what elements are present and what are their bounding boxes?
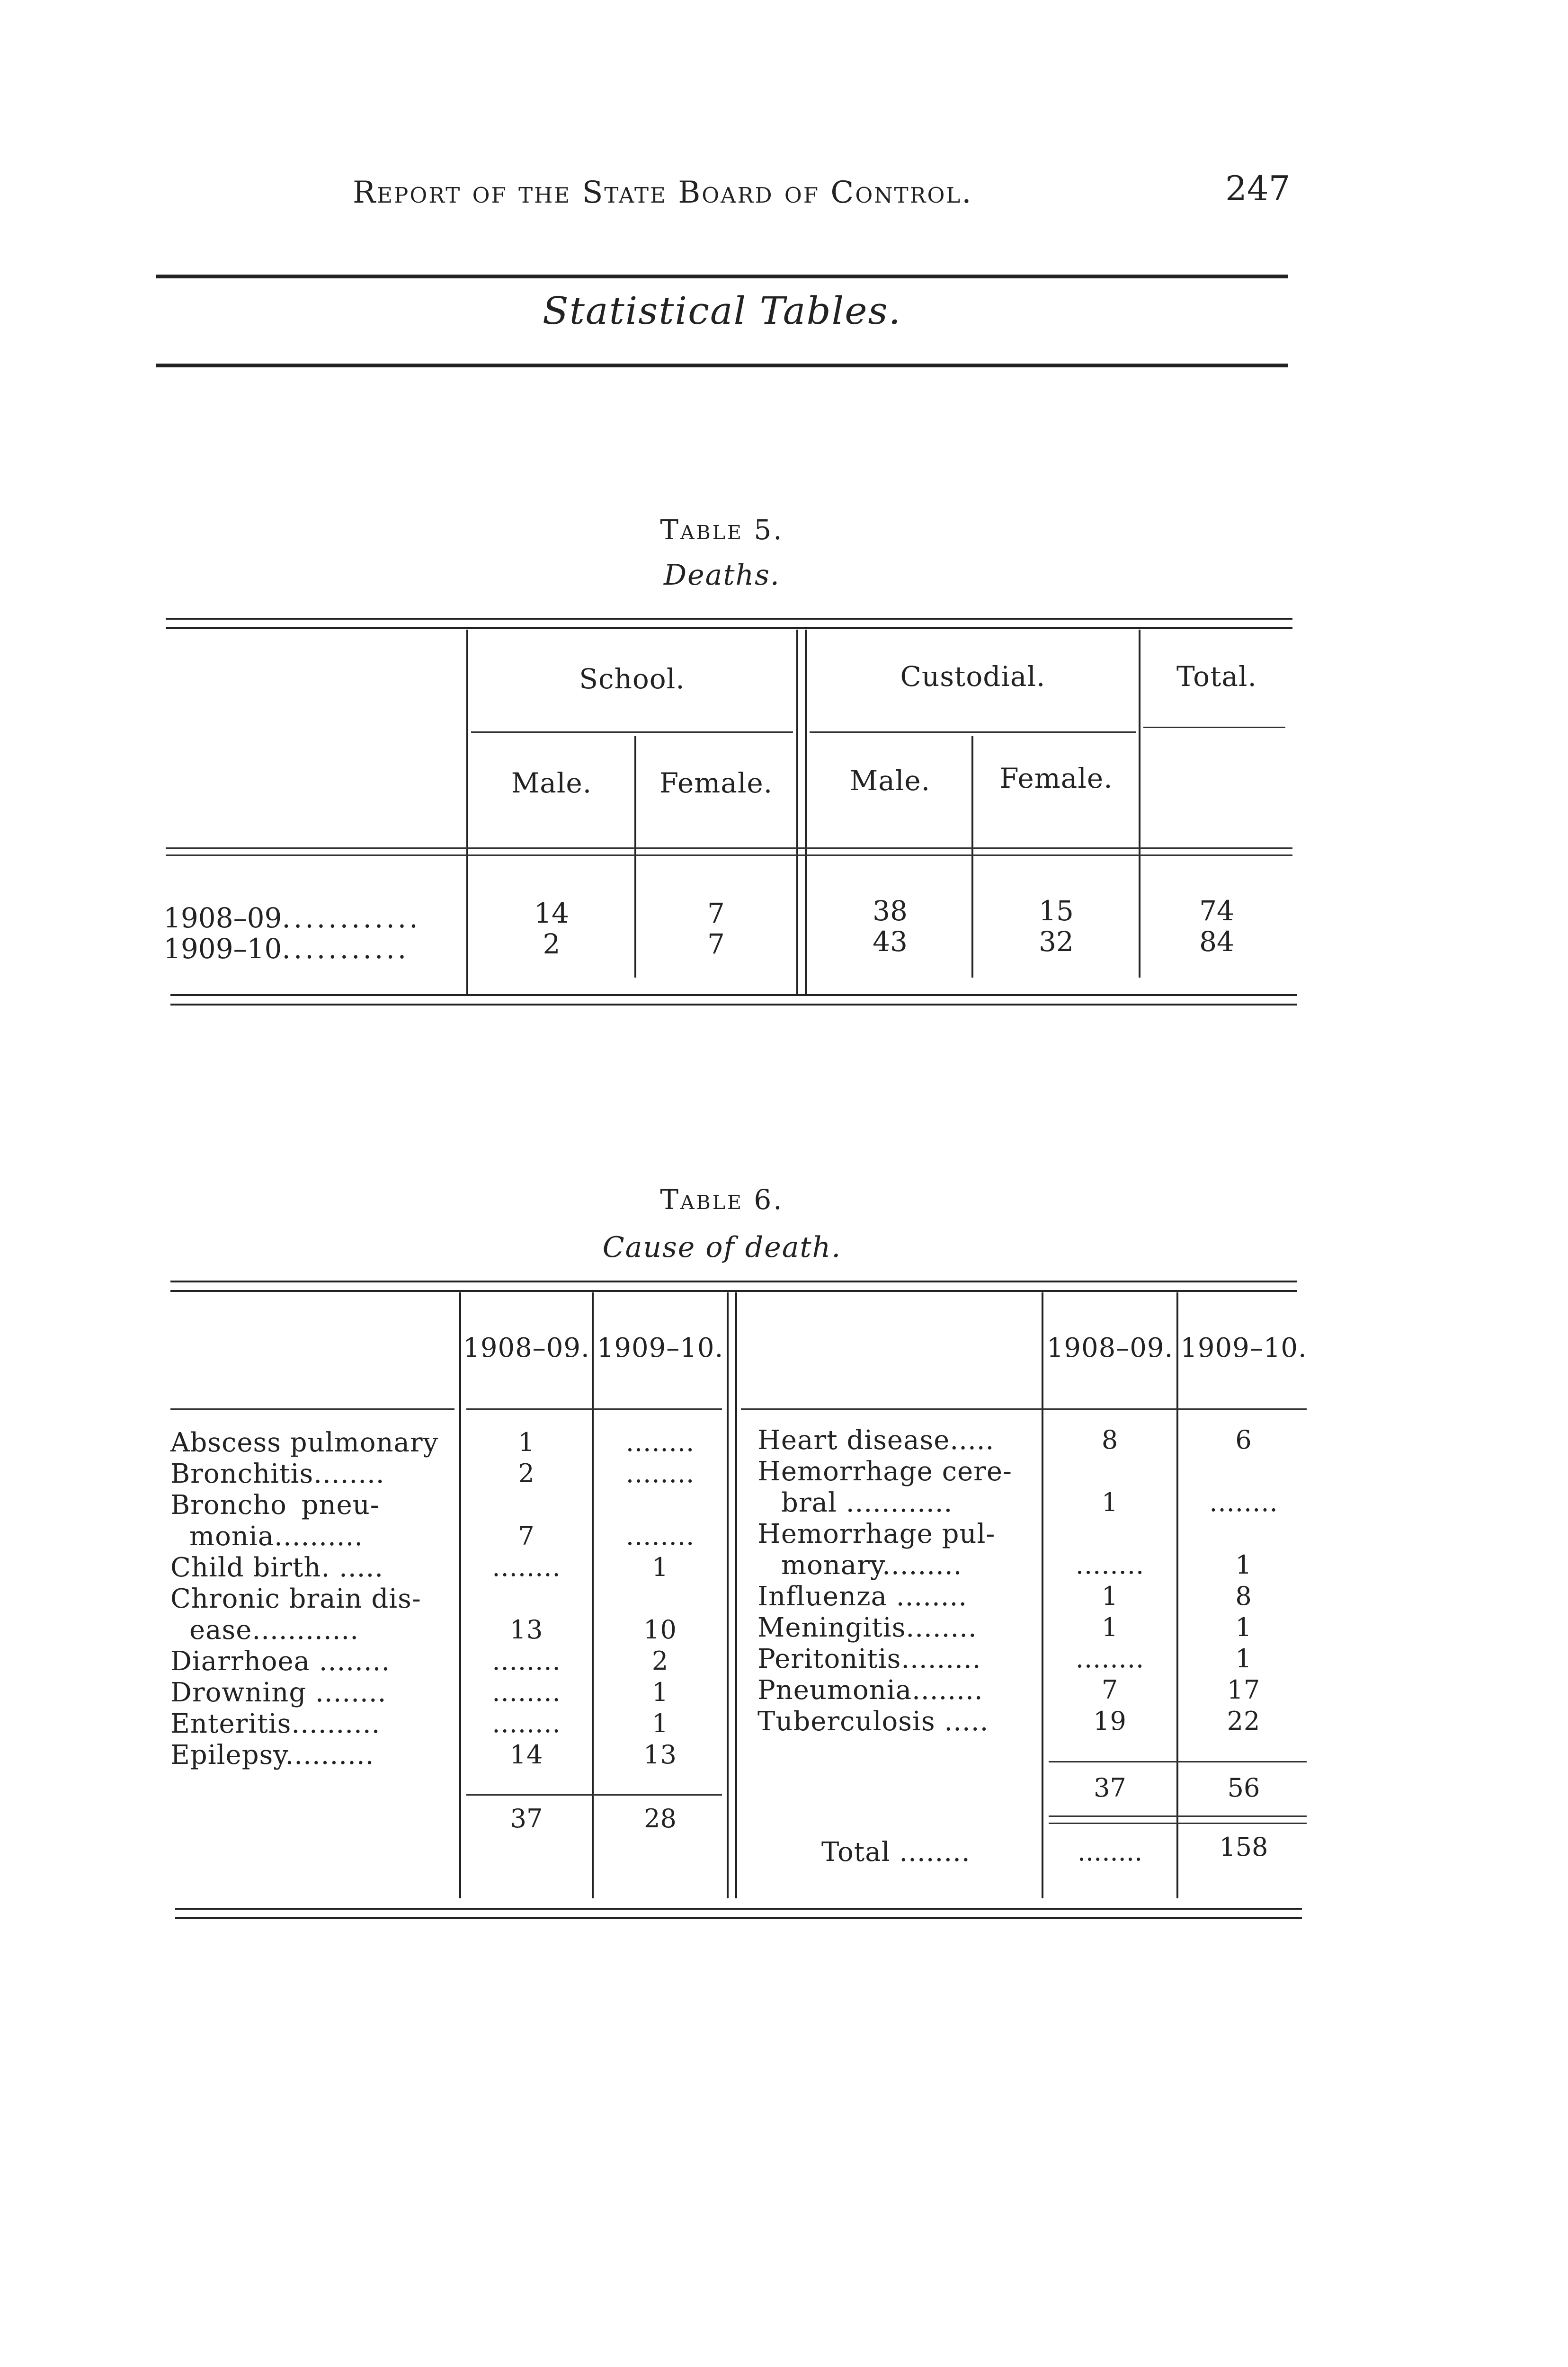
table5-subheader-female: Female. <box>659 767 773 799</box>
table-row <box>163 902 421 934</box>
cause-label: Abscess pulmonary <box>170 1427 439 1458</box>
cause-label: monia.......... <box>189 1521 364 1552</box>
table6-label: Table 6. <box>660 1184 784 1216</box>
table6-rule <box>170 1290 1297 1292</box>
table5-cell: 15 <box>1039 895 1074 927</box>
value-1909: 22 <box>1227 1706 1261 1736</box>
value-1908: 13 <box>509 1615 543 1645</box>
value-1908: 19 <box>1093 1706 1127 1736</box>
cause-label: Meningitis........ <box>757 1612 977 1643</box>
table5-header-custodial: Custodial. <box>900 660 1046 693</box>
value-1909: 1 <box>1235 1644 1252 1673</box>
value-1908: 1 <box>1101 1487 1119 1517</box>
table6-rule <box>175 1917 1302 1919</box>
table6-rule <box>466 1408 722 1410</box>
value-1909: ........ <box>625 1427 695 1457</box>
cause-label: monary......... <box>781 1550 962 1581</box>
cause-label: Influenza ........ <box>757 1581 968 1612</box>
table5-rule <box>471 731 793 733</box>
value-1908: ........ <box>492 1709 561 1738</box>
value-1908: ........ <box>492 1646 561 1676</box>
cause-label: Tuberculosis ..... <box>757 1706 989 1737</box>
table5-vrule <box>805 630 807 994</box>
table5-cell: 32 <box>1039 925 1074 958</box>
cause-label: bral ............ <box>781 1487 953 1518</box>
right-total-1908: 37 <box>1094 1773 1126 1803</box>
value-1909: 8 <box>1235 1581 1252 1611</box>
table6-rule <box>170 1408 454 1410</box>
table5-rule <box>170 1004 1297 1006</box>
table6-subtitle: Cause of death. <box>602 1231 842 1264</box>
cause-label: Broncho pneu- <box>170 1490 380 1521</box>
value-1908: 8 <box>1101 1425 1119 1455</box>
value-1909: ........ <box>625 1521 695 1551</box>
table5-subtitle: Deaths. <box>663 559 780 592</box>
table5-vrule <box>796 630 798 994</box>
table5-rule <box>166 847 1292 849</box>
cause-label: Epilepsy.......... <box>170 1740 374 1771</box>
table5-cell: 74 <box>1199 895 1234 927</box>
value-1909: ........ <box>1209 1487 1278 1517</box>
table5-label: Table 5. <box>660 514 784 546</box>
value-1908: 1 <box>1101 1612 1119 1642</box>
value-1909: 2 <box>651 1646 669 1676</box>
table6-col-header: 1908–09. <box>1046 1333 1174 1363</box>
cause-label: Heart disease..... <box>757 1425 995 1456</box>
table5-cell: 43 <box>873 925 908 958</box>
table5-subheader-female: Female. <box>999 762 1113 794</box>
table6-rule <box>1049 1815 1307 1817</box>
cause-label: Enteritis.......... <box>170 1709 381 1739</box>
table5-subheader-male: Male. <box>511 767 592 799</box>
value-1908: 1 <box>518 1427 535 1457</box>
table5-leader: ............ <box>282 902 421 934</box>
page-number: 247 <box>1225 169 1291 208</box>
table5-header-total: Total. <box>1176 660 1257 693</box>
table6-rule <box>466 1794 722 1796</box>
table5-year: 1908–09 <box>163 902 282 934</box>
table5-header-school: School. <box>579 663 685 695</box>
value-1908: 14 <box>509 1740 543 1770</box>
running-head: Report of the State Board of Control. <box>353 175 973 210</box>
table5-cell: 2 <box>543 928 561 960</box>
table5-rule <box>166 618 1292 620</box>
cause-label: ease............ <box>189 1615 359 1646</box>
value-1909: ........ <box>625 1459 695 1488</box>
header-rule-bottom <box>156 364 1288 367</box>
value-1909: 1 <box>651 1677 669 1707</box>
cause-label: Hemorrhage pul- <box>757 1519 996 1549</box>
table5-year: 1909–10 <box>163 933 282 965</box>
table5-leader: ........... <box>282 933 410 965</box>
table5-rule <box>810 731 1136 733</box>
table5-cell: 38 <box>873 895 908 927</box>
grand-total-1908: ........ <box>1077 1837 1143 1867</box>
value-1909: 1 <box>651 1709 669 1738</box>
value-1909: 13 <box>643 1740 677 1770</box>
value-1909: 10 <box>643 1615 677 1645</box>
grand-total-label: Total ........ <box>821 1837 971 1868</box>
cause-label: Pneumonia........ <box>757 1675 983 1706</box>
cause-label: Hemorrhage cere- <box>757 1456 1012 1487</box>
table5-rule <box>1143 727 1285 728</box>
table6-col-header: 1909–10. <box>597 1333 724 1363</box>
right-total-1909: 56 <box>1227 1773 1260 1803</box>
table5-subheader-male: Male. <box>849 765 931 797</box>
table6-rule <box>741 1408 1307 1410</box>
table5-vrule <box>634 736 636 978</box>
value-1908: 1 <box>1101 1581 1119 1611</box>
value-1908: ........ <box>1075 1644 1145 1673</box>
table5-rule <box>170 994 1297 996</box>
table5-cell: 84 <box>1199 925 1234 958</box>
value-1909: 1 <box>651 1552 669 1582</box>
left-total-1909: 28 <box>644 1804 677 1833</box>
table6-rule <box>1049 1761 1307 1762</box>
grand-total-1909: 158 <box>1219 1832 1268 1862</box>
table6-col-header: 1908–09. <box>463 1333 590 1363</box>
table5-cell: 7 <box>707 897 725 929</box>
table6-rule <box>170 1281 1297 1282</box>
value-1908: 7 <box>518 1521 535 1551</box>
table6-col-header: 1909–10. <box>1180 1333 1307 1363</box>
value-1909: 1 <box>1235 1612 1252 1642</box>
table6-vrule <box>735 1292 737 1898</box>
cause-label: Chronic brain dis- <box>170 1584 421 1614</box>
table5-vrule <box>466 630 468 994</box>
table5-cell: 7 <box>707 928 725 960</box>
table5-rule <box>166 854 1292 856</box>
cause-label: Drowning ........ <box>170 1677 387 1708</box>
value-1908: ........ <box>492 1677 561 1707</box>
section-title: Statistical Tables. <box>542 289 902 333</box>
value-1908: ........ <box>492 1552 561 1582</box>
value-1909: 6 <box>1235 1425 1252 1455</box>
table6-rule <box>1049 1823 1307 1824</box>
value-1908: 7 <box>1101 1675 1119 1705</box>
cause-label: Peritonitis......... <box>757 1644 981 1674</box>
cause-label: Child birth. ..... <box>170 1552 384 1583</box>
value-1909: 17 <box>1227 1675 1261 1705</box>
table6-rule <box>175 1908 1302 1910</box>
value-1909: 1 <box>1235 1550 1252 1580</box>
table5-cell: 14 <box>534 897 569 929</box>
table-row <box>163 933 409 965</box>
header-rule-top <box>156 275 1288 278</box>
value-1908: ........ <box>1075 1550 1145 1580</box>
table5-rule <box>166 627 1292 629</box>
table5-vrule <box>1139 630 1140 978</box>
value-1908: 2 <box>518 1459 535 1488</box>
left-total-1908: 37 <box>510 1804 543 1833</box>
cause-label: Diarrhoea ........ <box>170 1646 391 1677</box>
cause-label: Bronchitis........ <box>170 1459 385 1489</box>
